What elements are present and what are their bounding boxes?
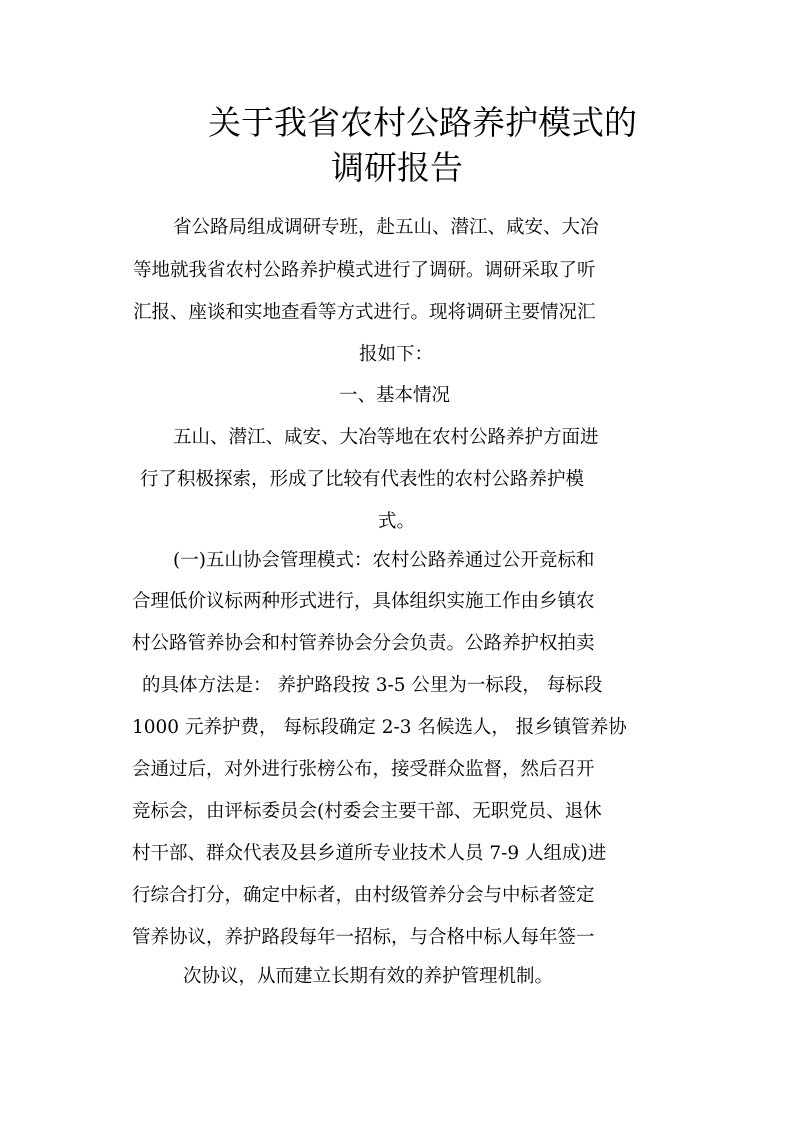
- sub1-line: 竞标会，由评标委员会(村委会主要干部、无职党员、退休: [132, 801, 602, 822]
- section-heading: 一、基本情况: [339, 385, 451, 406]
- sub1-line: 行综合打分，确定中标者，由村级管养分会与中标者签定: [132, 885, 595, 906]
- sub1-line: 会通过后，对外进行张榜公布，接受群众监督，然后召开: [132, 759, 595, 780]
- sub1-line: 村干部、群众代表及县乡道所专业技术人员 7-9 人组成)进: [132, 843, 607, 864]
- section1-line: 行了积极探索，形成了比较有代表性的农村公路养护模: [140, 469, 585, 490]
- section1-line: 式。: [378, 511, 416, 532]
- intro-line: 报如下：: [359, 344, 434, 365]
- intro-line: 等地就我省农村公路养护模式进行了调研。调研采取了听: [133, 260, 596, 281]
- sub1-line: 合理低价议标两种形式进行，具体组织实施工作由乡镇农: [132, 591, 595, 612]
- document-title-line-2: 调研报告: [331, 148, 463, 187]
- intro-line: 省公路局组成调研专班，赴五山、潜江、咸安、大冶: [173, 217, 599, 238]
- sub1-line: 1000 元养护费， 每标段确定 2-3 名候选人， 报乡镇管养协: [132, 717, 627, 738]
- document-title-line-1: 关于我省农村公路养护模式的: [208, 103, 637, 142]
- sub1-line: 管养协议，养护路段每年一招标，与合格中标人每年签一: [132, 927, 595, 948]
- sub1-line: 村公路管养协会和村管养协会分会负责。公路养护权拍卖: [132, 633, 595, 654]
- intro-line: 汇报、座谈和实地查看等方式进行。现将调研主要情况汇: [133, 302, 596, 323]
- sub1-line: 次协议，从而建立长期有效的养护管理机制。: [183, 966, 554, 987]
- section1-line: 五山、潜江、咸安、大冶等地在农村公路养护方面进: [173, 427, 599, 448]
- sub1-line: 的具体方法是： 养护路段按 3-5 公里为一标段， 每标段: [142, 675, 603, 696]
- sub1-line: (一)五山协会管理模式：农村公路养通过公开竞标和: [173, 550, 595, 571]
